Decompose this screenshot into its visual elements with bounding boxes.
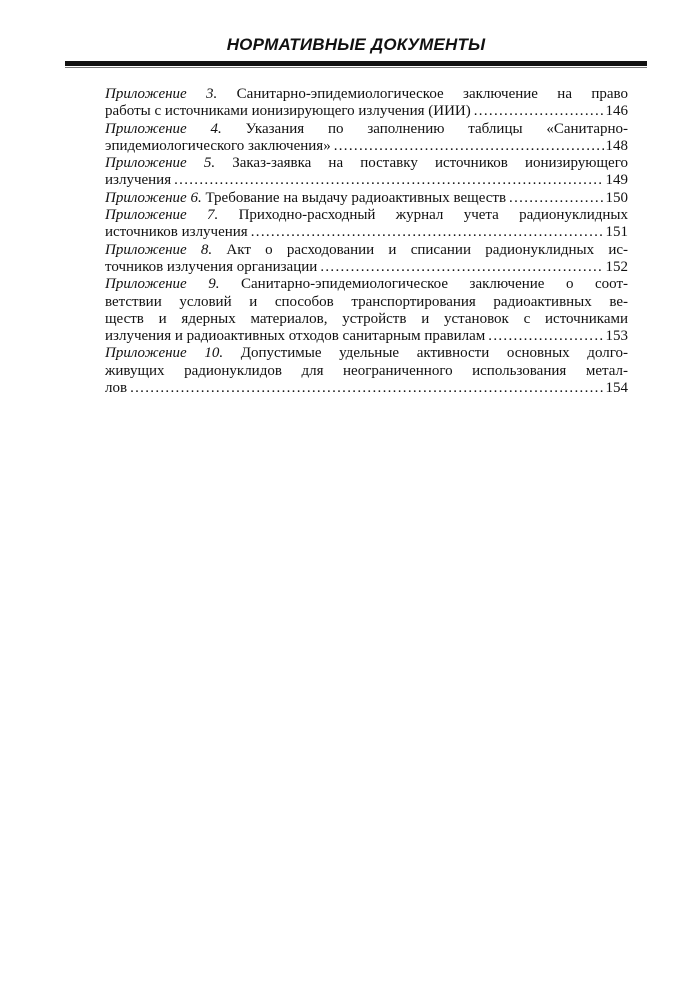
appendix-label: Приложение 4. <box>105 120 222 137</box>
dot-leader <box>320 259 603 276</box>
header-rule-thick <box>65 61 647 66</box>
toc-entry-title-text: Приходно-расходный журнал учета радионуклидных <box>238 207 628 224</box>
toc-entry-first-line <box>105 242 628 259</box>
toc-entry-first-line <box>105 345 628 362</box>
toc-entry-title-text: работы с источниками ионизирующего излучения (ИИИ) <box>105 103 471 120</box>
page-number: 154 <box>605 380 628 397</box>
toc-entry-last-line <box>105 328 628 345</box>
toc-entry-continuation-line: ветствии условий и способов транспортирования радиоактивных ве- <box>105 293 628 310</box>
toc-entry-last-line <box>105 138 628 155</box>
dot-leader <box>334 138 604 155</box>
toc-entry-continuation-line: ществ и ядерных материалов, устройств и установок с источниками <box>105 310 628 327</box>
toc-entry-title-text: Заказ-заявка на поставку источников ионизирующего <box>232 155 628 172</box>
toc-entry[interactable] <box>105 276 628 345</box>
appendix-label: Приложение 6. <box>105 189 202 206</box>
dot-leader <box>509 190 603 207</box>
toc-entry[interactable] <box>105 207 628 242</box>
dot-leader <box>488 328 603 345</box>
toc-entry-title-text: Допустимые удельные активности основных долго- <box>240 345 628 362</box>
toc-entry[interactable] <box>105 345 628 397</box>
page-number: 146 <box>605 103 628 120</box>
running-header-title: НОРМАТИВНЫЕ ДОКУМЕНТЫ <box>226 35 486 54</box>
toc-entry-first-line <box>105 155 628 172</box>
header-rule-thin <box>65 67 647 68</box>
toc-entry-title-text: Требование на выдачу радиоактивных веществ <box>205 189 507 206</box>
toc-entry-title-text: точников излучения организации <box>105 258 318 275</box>
toc-entry-first-line <box>105 276 628 293</box>
page-number: 148 <box>605 137 628 154</box>
dot-leader <box>474 103 604 120</box>
toc-entry-last-line <box>105 190 628 207</box>
toc-entry[interactable] <box>105 242 628 277</box>
toc-entry-last-line <box>105 380 628 397</box>
appendix-label: Приложение 9. <box>105 276 220 293</box>
appendix-label: Приложение 8. <box>105 241 213 258</box>
appendix-label: Приложение 10. <box>105 345 224 362</box>
toc-entry[interactable] <box>105 190 628 207</box>
toc-entry-title-text: эпидемиологического заключения» <box>105 137 331 154</box>
toc-entry-title-text: Санитарно-эпидемиологическое заключение на право <box>236 86 628 102</box>
toc-entry[interactable] <box>105 121 628 156</box>
toc-entry-title-text: Указания по заполнению таблицы «Санитарно- <box>245 120 629 137</box>
toc-entry[interactable] <box>105 155 628 190</box>
dot-leader <box>130 380 603 397</box>
toc-entry-last-line <box>105 224 628 241</box>
toc-entry-title-text: излучения и радиоактивных отходов санитарным правилам <box>105 328 486 345</box>
appendix-label: Приложение 5. <box>105 155 216 172</box>
toc-entry-title-text: Санитарно-эпидемиологическое заключение о соот- <box>241 276 629 293</box>
running-header <box>65 34 647 56</box>
toc-entry-last-line <box>105 259 628 276</box>
toc-entry-first-line <box>105 207 628 224</box>
toc-entry-first-line <box>105 121 628 138</box>
toc-entry[interactable] <box>105 86 628 121</box>
toc-entry-title-text: Акт о расходовании и списании радионуклидных ис- <box>226 241 628 258</box>
appendix-label: Приложение 7. <box>105 207 219 224</box>
toc-entry-title-text: лов <box>105 380 128 397</box>
page-number: 153 <box>605 328 628 345</box>
page-number: 152 <box>605 258 628 275</box>
page-number: 149 <box>605 172 628 189</box>
dot-leader <box>251 224 604 241</box>
toc-entry-first-line <box>105 86 628 103</box>
toc-entry-title-text: излучения <box>105 172 172 189</box>
dot-leader <box>174 172 603 189</box>
page-number: 151 <box>605 224 628 241</box>
page-number: 150 <box>605 189 628 206</box>
toc-entry-last-line <box>105 172 628 189</box>
toc-entry-continuation-line: живущих радионуклидов для неограниченного использования метал- <box>105 362 628 379</box>
toc-entry-last-line <box>105 103 628 120</box>
table-of-contents <box>105 86 628 397</box>
appendix-label: Приложение 3. <box>105 86 218 102</box>
toc-entry-title-text: источников излучения <box>105 224 248 241</box>
